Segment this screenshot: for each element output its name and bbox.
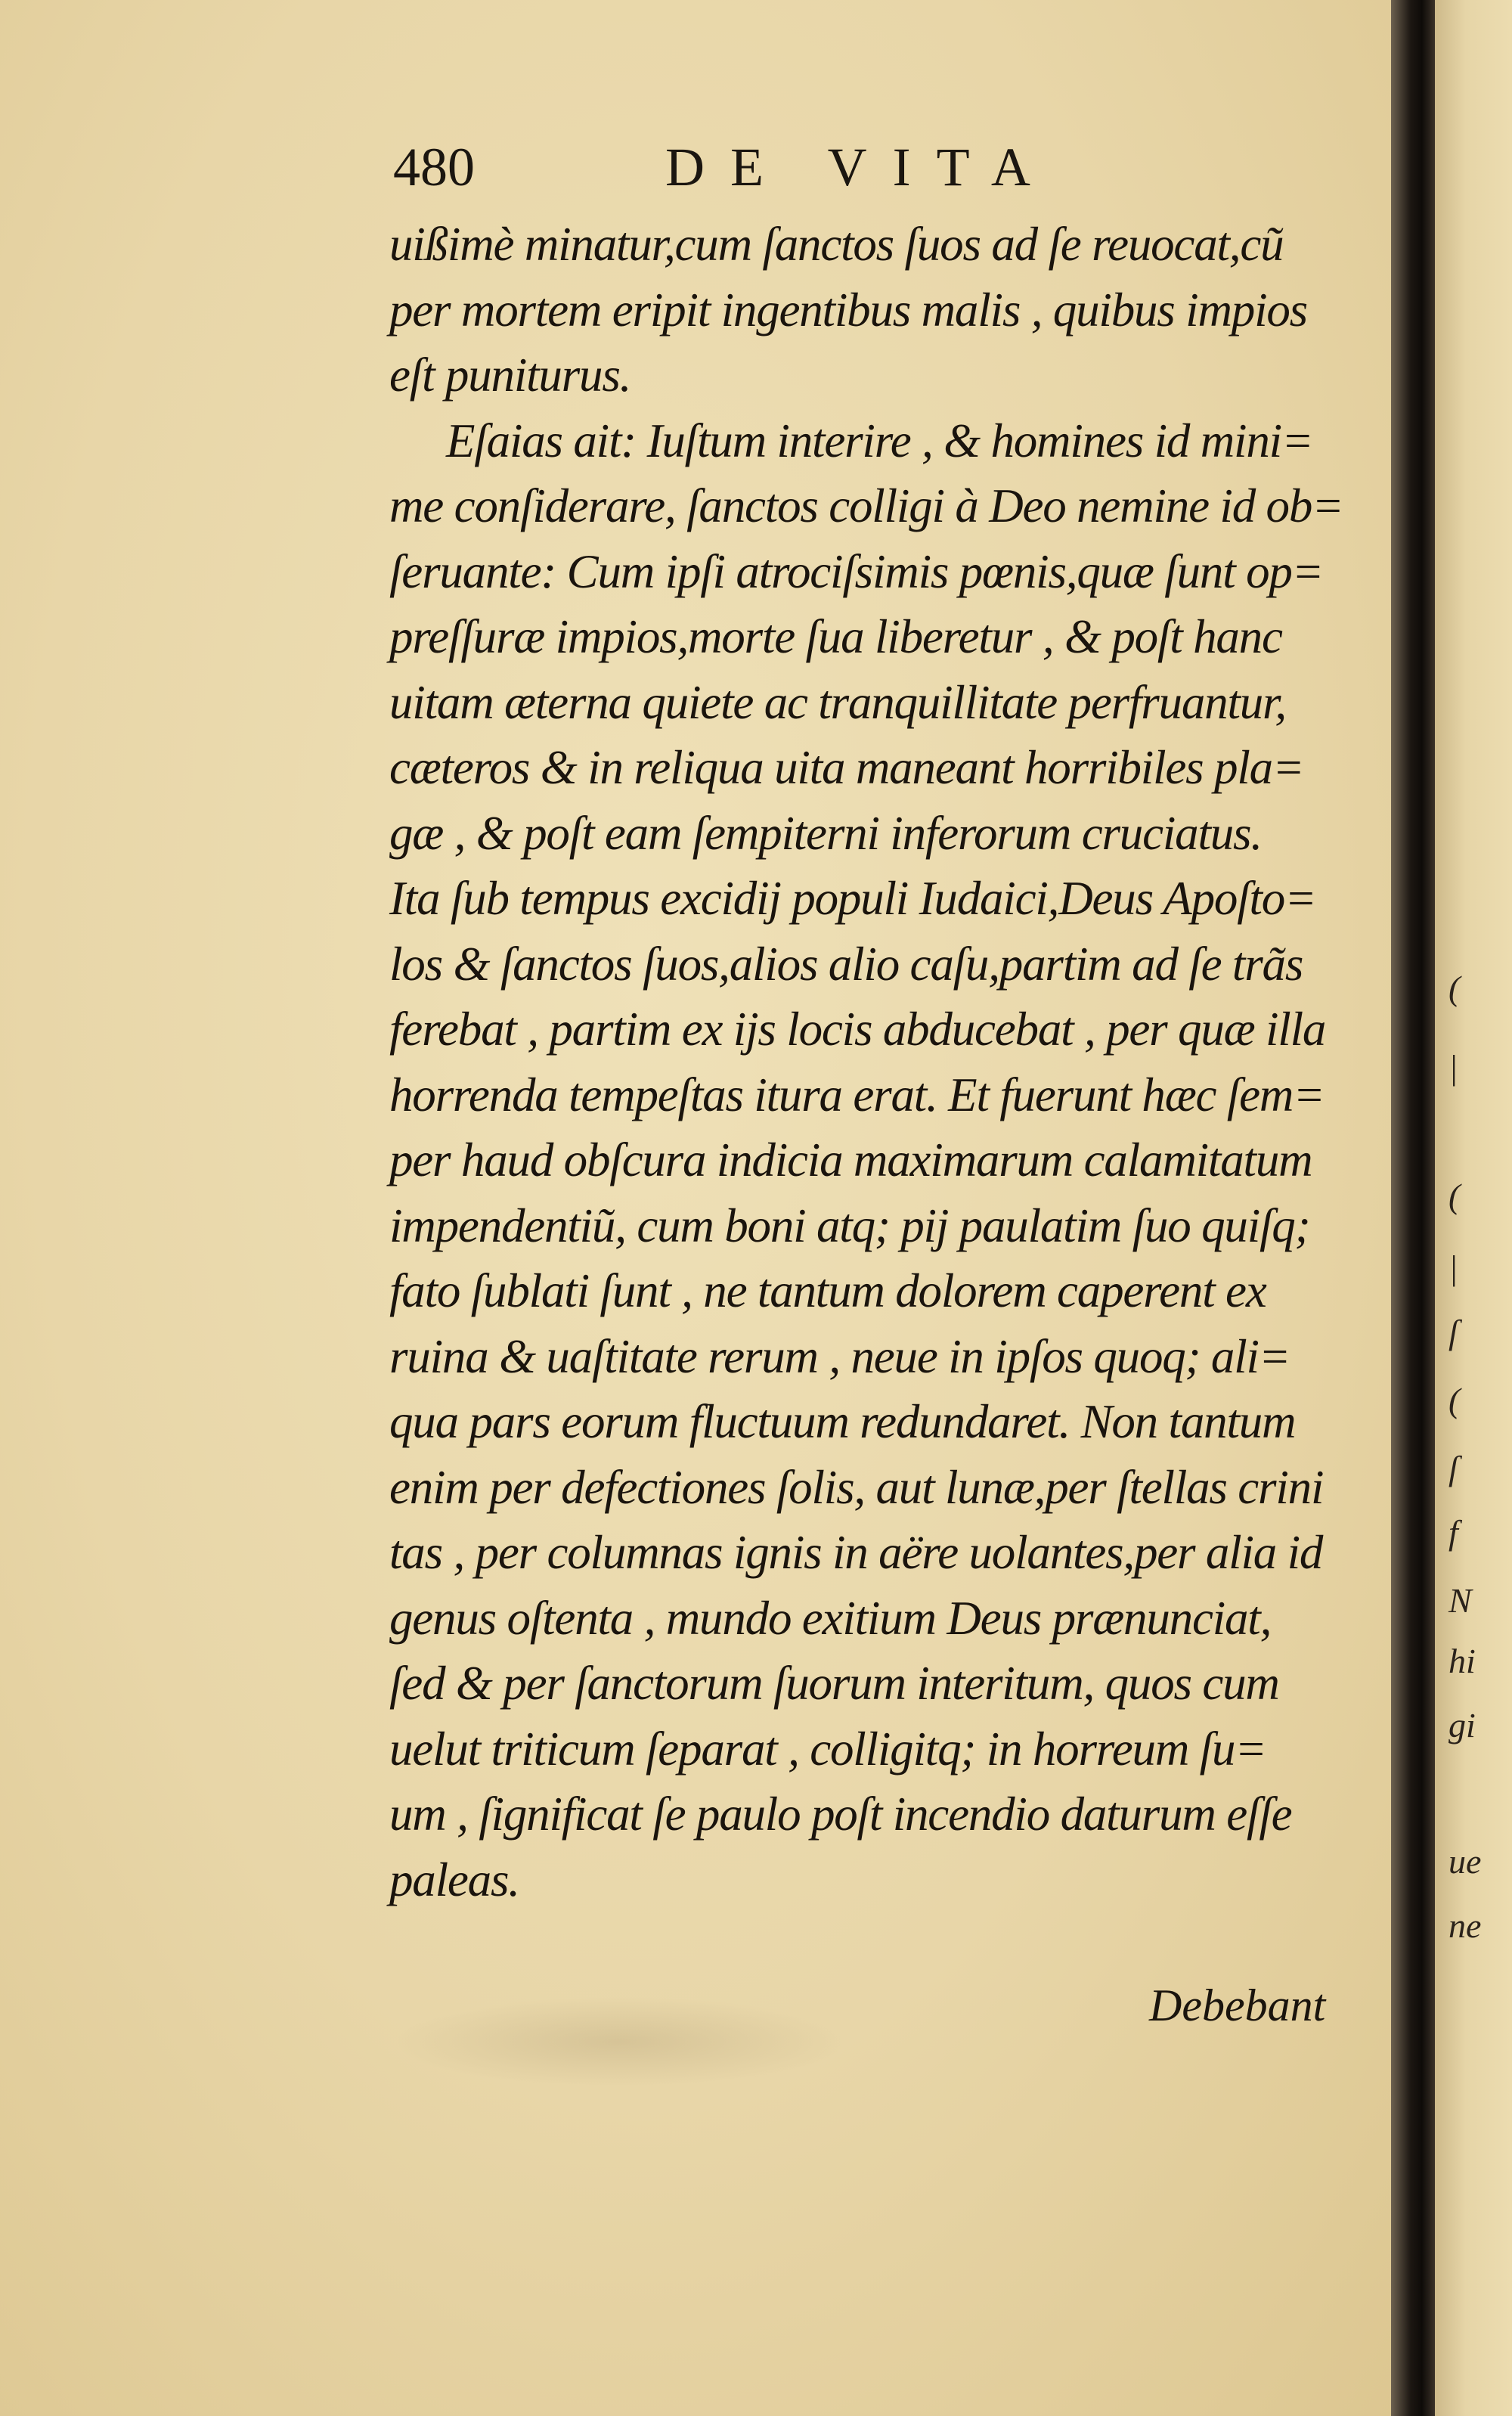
text-line: paleas. — [389, 1853, 519, 1906]
edge-fragment: ue — [1448, 1842, 1482, 1881]
edge-fragment: | — [1448, 1248, 1458, 1287]
text-line: um , ſignificat ſe paulo poſt incendio daturum eſſe — [389, 1788, 1292, 1841]
text-line: genus oſtenta , mundo exitium Deus prænunciat, — [389, 1591, 1272, 1645]
text-line: preſſuræ impios,morte ſua liberetur , & poſt hanc — [389, 610, 1282, 663]
text-line: ferebat , partim ex ijs locis abducebat , per quæ illa — [389, 1003, 1326, 1056]
edge-fragment: gi — [1448, 1706, 1476, 1745]
edge-fragment: ( — [1448, 1381, 1461, 1419]
text-line: horrenda tempeſtas itura erat. Et fuerunt hæc ſem= — [389, 1068, 1325, 1121]
edge-fragment: | — [1448, 1048, 1458, 1087]
edge-fragment: ( — [1448, 969, 1461, 1007]
text-line: impendentiũ, cum boni atq; pij paulatim ſuo quiſq; — [389, 1199, 1310, 1252]
text-line: per mortem eripit ingentibus malis , quibus impios — [389, 283, 1307, 337]
show-through-stain — [393, 1996, 847, 2087]
text-line: los & ſanctos ſuos,alios alio caſu,partim ad ſe trãs — [389, 937, 1303, 991]
text-line: gæ , & poſt eam ſempiterni inferorum cruciatus. — [389, 806, 1262, 860]
facing-page-edge — [1435, 0, 1512, 2416]
catchword: Debebant — [1149, 1980, 1326, 2030]
text-line: per haud obſcura indicia maximarum calamitatum — [389, 1134, 1312, 1186]
edge-fragment: N — [1448, 1581, 1472, 1620]
running-head — [393, 136, 1149, 204]
text-line: tas , per columnas ignis in aëre uolantes,per alia id — [389, 1526, 1323, 1579]
text-line: enim per defectiones ſolis, aut lunæ,per ſtellas crini — [389, 1460, 1324, 1514]
text-line: ſeruante: Cum ipſi atrociſsimis pœnis,quæ ſunt op= — [389, 544, 1323, 598]
body-text — [389, 212, 1357, 1912]
text-line: uelut triticum ſeparat , colligitq; in horreum ſu= — [389, 1722, 1266, 1776]
text-line: me conſiderare, ſanctos colligi à Deo nemine id ob= — [389, 479, 1343, 532]
book-gutter — [1391, 0, 1435, 2416]
text-line: fato ſublati ſunt , ne tantum dolorem caperent ex — [389, 1264, 1266, 1317]
text-line: ſed & per ſanctorum ſuorum interitum, quos cum — [389, 1657, 1279, 1710]
text-line: cæteros & in reliqua uita maneant horribiles pla= — [389, 741, 1304, 794]
edge-fragment: ſ — [1448, 1449, 1458, 1487]
edge-fragment: ( — [1448, 1177, 1461, 1215]
edge-fragment: ſ — [1448, 1313, 1458, 1351]
text-line: ruina & uaſtitate rerum , neue in ipſos quoq; ali= — [389, 1329, 1290, 1383]
page-number: 480 — [393, 137, 475, 197]
text-line: qua pars eorum fluctuum redundaret. Non tantum — [389, 1395, 1296, 1448]
text-line: Eſaias ait: Iuſtum interire , & homines id mini= — [446, 414, 1313, 467]
text-line: eſt puniturus. — [389, 349, 631, 402]
running-title: DE VITA — [665, 137, 1056, 197]
edge-fragment: ne — [1448, 1906, 1482, 1945]
edge-fragment: hi — [1448, 1642, 1476, 1680]
text-line: Ita ſub tempus excidij populi Iudaici,Deus Apoſto= — [389, 872, 1316, 925]
edge-fragment: f — [1448, 1513, 1458, 1552]
text-line: uißimè minatur,cum ſanctos ſuos ad ſe reuocat,cũ — [389, 218, 1284, 271]
text-line: uitam æterna quiete ac tranquillitate perfruantur, — [389, 675, 1286, 729]
